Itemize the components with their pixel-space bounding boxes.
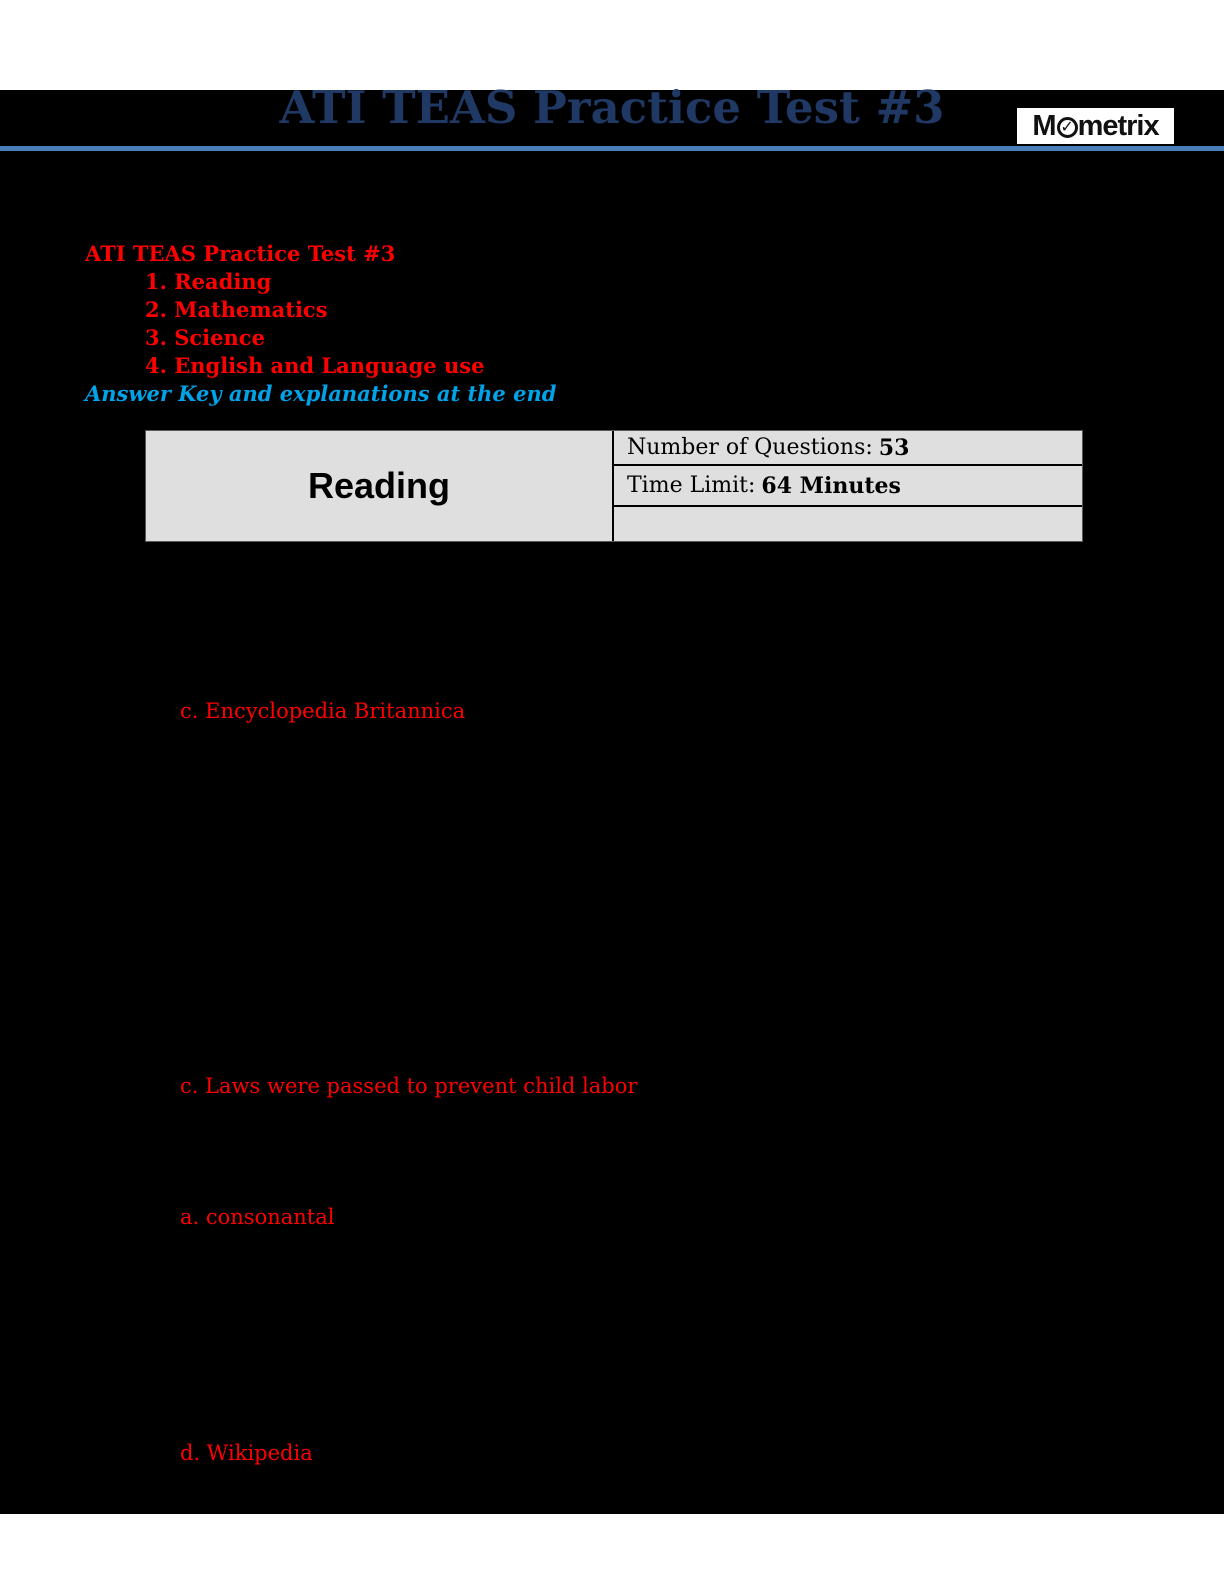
table-row-time-limit bbox=[614, 466, 1082, 507]
section-header-table bbox=[145, 430, 1083, 542]
mometrix-logo bbox=[1017, 108, 1174, 144]
logo-text-m: M bbox=[1032, 109, 1056, 142]
table-row-empty bbox=[614, 507, 1082, 541]
visible-answer-option: d. Wikipedia bbox=[180, 1441, 313, 1465]
section-info-column bbox=[614, 431, 1082, 541]
page-title: ATI TEAS Practice Test #3 bbox=[279, 81, 945, 134]
toc-item-mathematics: 2. Mathematics bbox=[145, 297, 328, 322]
logo-text-metrix: metrix bbox=[1077, 109, 1159, 142]
time-limit-label: Time Limit: bbox=[627, 473, 756, 498]
toc-item-reading: 1. Reading bbox=[145, 269, 272, 294]
section-title-cell bbox=[146, 431, 614, 541]
toc-item-science: 3. Science bbox=[145, 325, 265, 350]
question-count-value: 53 bbox=[878, 434, 910, 461]
section-title: Reading bbox=[307, 465, 450, 506]
table-of-contents bbox=[85, 240, 556, 408]
time-limit-value: 64 Minutes bbox=[761, 472, 901, 499]
table-row-number-of-questions bbox=[614, 431, 1082, 466]
visible-answer-option: a. consonantal bbox=[180, 1205, 335, 1229]
check-circle-icon: ✓ bbox=[1057, 117, 1078, 138]
toc-heading: ATI TEAS Practice Test #3 bbox=[85, 241, 396, 266]
question-count-label: Number of Questions: bbox=[627, 435, 873, 460]
header-divider-rule bbox=[0, 146, 1224, 151]
visible-answer-option: c. Encyclopedia Britannica bbox=[180, 699, 466, 723]
visible-answer-option: c. Laws were passed to prevent child labor bbox=[180, 1074, 638, 1098]
answer-key-note: Answer Key and explanations at the end bbox=[85, 381, 557, 406]
toc-item-english: 4. English and Language use bbox=[145, 353, 485, 378]
